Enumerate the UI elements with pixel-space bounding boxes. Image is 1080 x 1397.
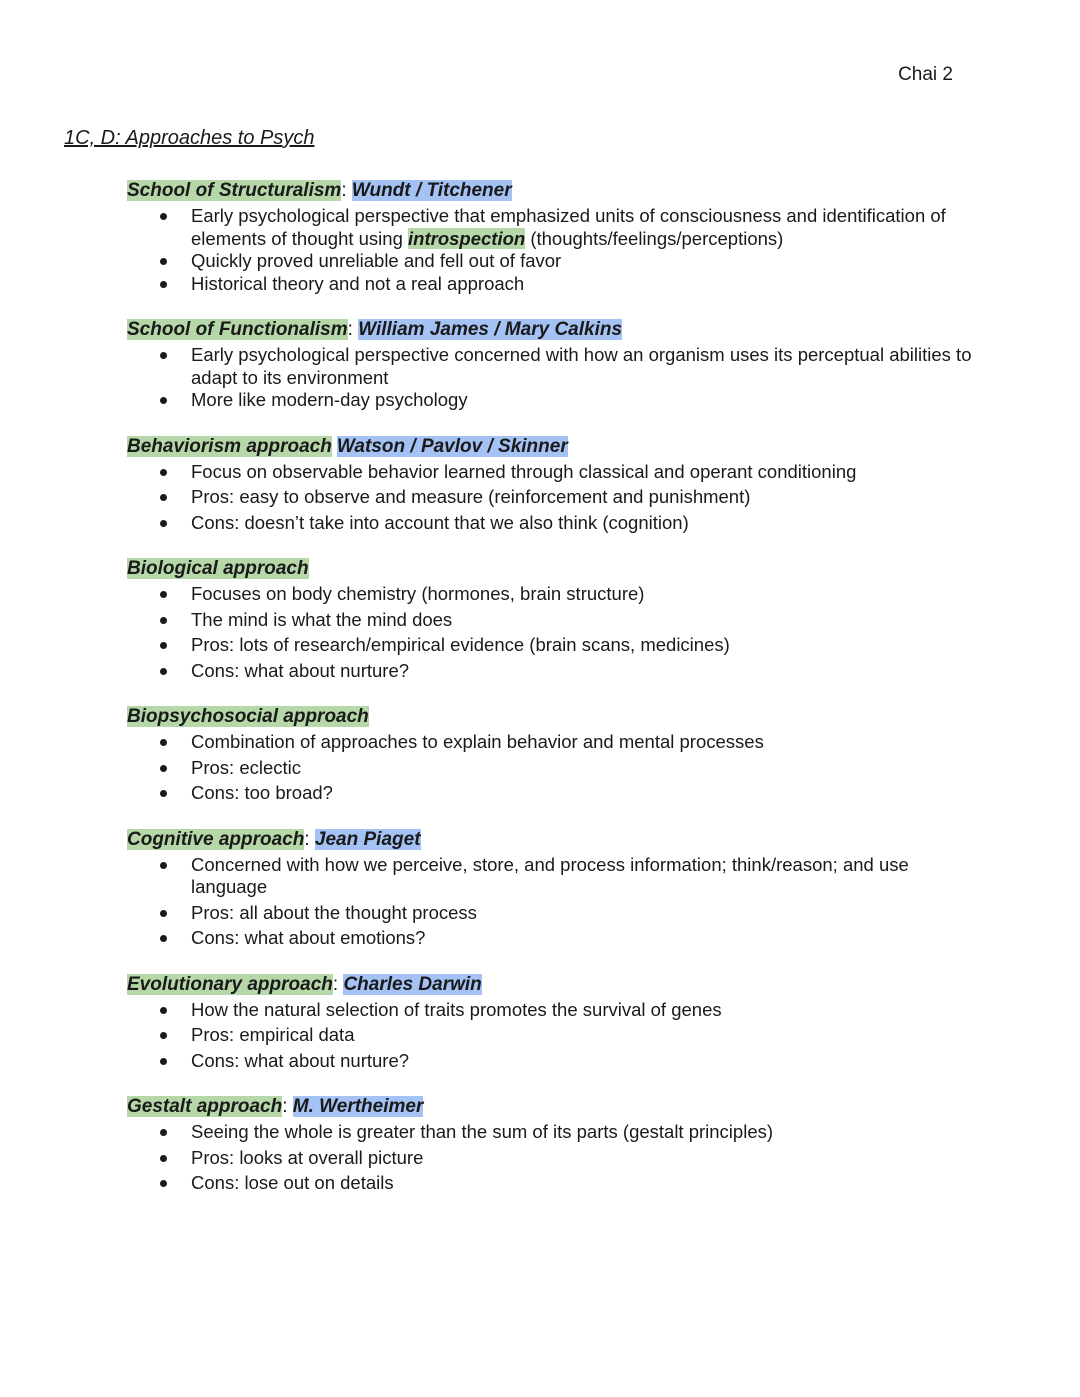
list-item: Pros: lots of research/empirical evidence (brain scans, medicines) [127,634,987,657]
approach-name: Biological approach [127,558,309,579]
key-people: Watson / Pavlov / Skinner [336,435,568,457]
list-item: The mind is what the mind does [127,609,987,632]
section-heading [127,974,987,996]
list-item: Cons: doesn’t take into account that we also think (cognition) [127,512,987,535]
bullet-list [127,854,987,950]
list-item: Pros: eclectic [127,757,987,780]
section-heading [127,1096,987,1118]
section-heading [127,829,987,851]
key-people: William James / Mary Calkins [358,319,623,340]
list-item: Pros: looks at overall picture [127,1147,987,1170]
list-item: Focuses on body chemistry (hormones, brain structure) [127,583,987,606]
list-item: How the natural selection of traits promotes the survival of genes [127,999,987,1022]
list-item: Pros: easy to observe and measure (reinforcement and punishment) [127,486,987,509]
list-item: Early psychological perspective concerned with how an organism uses its perceptual abilities to adapt to its environment [127,344,987,389]
page-label: Chai 2 [898,64,953,85]
section-heading [127,319,987,341]
section-behaviorism [127,436,987,535]
list-item: Historical theory and not a real approach [127,273,987,296]
bullet-text: (thoughts/feelings/perceptions) [525,227,784,249]
section-biopsychosocial [127,706,987,805]
bullet-list [127,461,987,535]
section-heading [127,558,987,580]
approach-name: Behaviorism approach [127,435,332,457]
list-item: Cons: too broad? [127,782,987,805]
list-item: Cons: what about nurture? [127,660,987,683]
approach-name: Evolutionary approach [127,973,333,995]
list-item: Cons: what about emotions? [127,927,987,950]
list-item: Quickly proved unreliable and fell out of favor [127,250,987,273]
list-item: Cons: lose out on details [127,1172,987,1195]
list-item: Pros: all about the thought process [127,902,987,925]
key-term: introspection [408,227,526,249]
section-heading [127,706,987,728]
approach-name: School of Structuralism [127,180,342,201]
key-people: Wundt / Titchener [351,180,512,201]
key-people: Jean Piaget [314,828,421,850]
section-heading [127,436,987,458]
bullet-list [127,731,987,805]
section-structuralism [127,180,987,295]
list-item: More like modern-day psychology [127,389,987,412]
list-item: Cons: what about nurture? [127,1050,987,1073]
list-item [127,205,987,250]
key-people: Charles Darwin [343,973,482,995]
section-functionalism [127,319,987,412]
key-people: M. Wertheimer [292,1096,424,1117]
section-evolutionary [127,974,987,1073]
approach-name: Biopsychosocial approach [127,706,369,727]
list-item: Focus on observable behavior learned through classical and operant conditioning [127,461,987,484]
section-heading [127,180,987,202]
section-biological [127,558,987,682]
bullet-list [127,583,987,682]
heading-separator: : [304,828,310,850]
bullet-list [127,344,987,412]
list-item: Concerned with how we perceive, store, and process information; think/reason; and use language [127,854,987,899]
page-title: 1C, D: Approaches to Psych [64,127,315,149]
heading-separator: : [282,1096,288,1117]
section-gestalt [127,1096,987,1195]
list-item: Seeing the whole is greater than the sum of its parts (gestalt principles) [127,1121,987,1144]
bullet-list [127,1121,987,1195]
approach-name: Cognitive approach [127,828,305,850]
notes-body [127,180,987,1219]
approach-name: School of Functionalism [127,319,348,340]
bullet-list [127,999,987,1073]
heading-separator: : [347,319,353,340]
section-cognitive [127,829,987,950]
heading-separator: : [341,180,347,201]
list-item: Pros: empirical data [127,1024,987,1047]
bullet-text: Early psychological perspective that emphasized units of consciousness and identification of elements of thought using [191,205,946,249]
bullet-list [127,205,987,295]
list-item: Combination of approaches to explain behavior and mental processes [127,731,987,754]
approach-name: Gestalt approach [127,1096,283,1117]
heading-separator: : [332,973,339,995]
